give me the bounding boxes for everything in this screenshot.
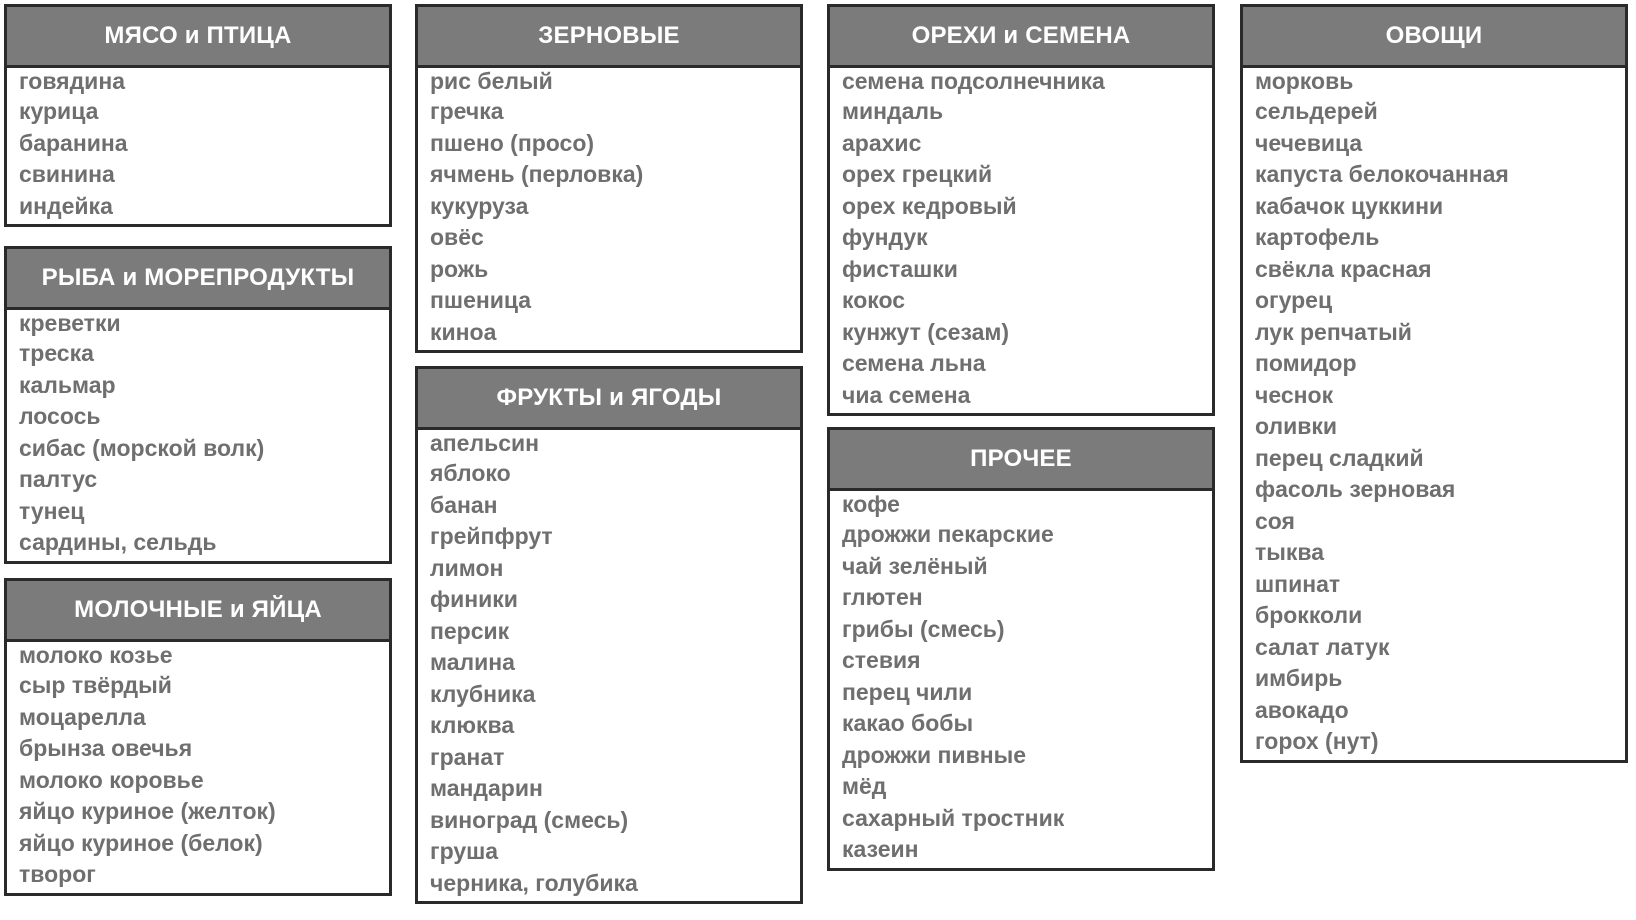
list-item: овёс: [430, 224, 484, 250]
list-item: тыква: [1255, 539, 1325, 565]
list-item: курица: [19, 98, 99, 124]
item-list: [7, 310, 389, 561]
list-item: чечевица: [1255, 129, 1363, 156]
list-item: фисташки: [842, 255, 958, 282]
item-list: [830, 68, 1212, 413]
item-list: [7, 68, 389, 224]
list-item: черника, голубика: [430, 869, 638, 896]
list-item: помидор: [1255, 350, 1357, 376]
category-grains: [415, 4, 803, 353]
list-item: кальмар: [19, 371, 116, 398]
list-item: имбирь: [1255, 665, 1343, 691]
list-item: шпинат: [1255, 570, 1341, 597]
list-item: персик: [430, 617, 510, 644]
list-item: чеснок: [1255, 381, 1334, 408]
category-fruits-berries: [415, 366, 803, 904]
list-item: рожь: [430, 255, 489, 282]
list-item: киноа: [430, 318, 497, 345]
list-item: глютен: [842, 584, 923, 610]
item-list: [418, 68, 800, 350]
list-item: свёкла красная: [1255, 255, 1432, 282]
list-item: баранина: [19, 129, 128, 156]
list-item: сардины, сельдь: [19, 529, 217, 555]
category-other: [827, 427, 1215, 871]
list-item: банан: [430, 491, 498, 518]
list-item: индейка: [19, 192, 113, 219]
category-dairy-eggs: [4, 578, 392, 896]
list-item: оливки: [1255, 413, 1338, 439]
list-item: тунец: [19, 497, 85, 524]
list-item: финики: [430, 586, 518, 612]
list-item: моцарелла: [19, 703, 146, 730]
list-item: брокколи: [1255, 602, 1363, 628]
category-nuts-seeds: [827, 4, 1215, 416]
list-item: груша: [430, 838, 499, 864]
list-item: рис белый: [430, 68, 553, 94]
list-item: соя: [1255, 507, 1295, 534]
list-item: грейпфрут: [430, 523, 553, 549]
list-item: авокадо: [1255, 696, 1349, 723]
list-item: пшеница: [430, 287, 532, 313]
item-list: [418, 430, 800, 901]
list-item: сельдерей: [1255, 98, 1378, 124]
list-item: лук репчатый: [1255, 318, 1412, 345]
list-item: миндаль: [842, 98, 944, 124]
list-item: орех кедровый: [842, 192, 1017, 219]
category-fish-seafood: [4, 246, 392, 564]
list-item: дрожжи пекарские: [842, 521, 1054, 547]
list-item: виноград (смесь): [430, 806, 629, 833]
list-item: клубника: [430, 680, 536, 707]
list-item: чиа семена: [842, 381, 971, 408]
list-item: семена подсолнечника: [842, 68, 1105, 94]
list-item: яйцо куриное (белок): [19, 829, 263, 856]
list-item: ячмень (перловка): [430, 161, 644, 187]
list-item: какао бобы: [842, 710, 974, 736]
list-item: свинина: [19, 161, 115, 187]
item-list: [830, 491, 1212, 868]
list-item: грибы (смесь): [842, 615, 1005, 642]
list-item: клюква: [430, 712, 515, 738]
category-meat-poultry: [4, 4, 392, 227]
category-title: РЫБА и МОРЕПРОДУКТЫ: [7, 249, 389, 310]
item-list: [7, 642, 389, 893]
category-title: ФРУКТЫ и ЯГОДЫ: [418, 369, 800, 430]
list-item: салат латук: [1255, 633, 1390, 660]
category-vegetables: [1240, 4, 1628, 763]
list-item: креветки: [19, 310, 121, 336]
list-item: перец чили: [842, 678, 973, 705]
list-item: картофель: [1255, 224, 1380, 250]
list-item: кукуруза: [430, 192, 529, 219]
list-item: морковь: [1255, 68, 1354, 94]
list-item: кабачок цуккини: [1255, 192, 1444, 219]
list-item: горох (нут): [1255, 728, 1379, 754]
list-item: фундук: [842, 224, 928, 250]
list-item: сахарный тростник: [842, 804, 1065, 831]
list-item: апельсин: [430, 430, 540, 456]
category-title: МОЛОЧНЫЕ и ЯЙЦА: [7, 581, 389, 642]
list-item: кокос: [842, 287, 906, 313]
list-item: молоко козье: [19, 642, 173, 668]
list-item: яблоко: [430, 460, 511, 486]
list-item: огурец: [1255, 287, 1333, 313]
list-item: мандарин: [430, 775, 543, 801]
list-item: лосось: [19, 403, 101, 429]
list-item: брынза овечья: [19, 735, 193, 761]
category-title: ЗЕРНОВЫЕ: [418, 7, 800, 68]
list-item: говядина: [19, 68, 126, 94]
list-item: кофе: [842, 491, 900, 517]
list-item: яйцо куриное (желток): [19, 798, 276, 824]
list-item: чай зелёный: [842, 552, 988, 579]
list-item: треска: [19, 340, 94, 366]
list-item: малина: [430, 649, 515, 675]
list-item: казеин: [842, 836, 919, 862]
list-item: гречка: [430, 98, 504, 124]
list-item: семена льна: [842, 350, 986, 376]
category-title: ПРОЧЕЕ: [830, 430, 1212, 491]
list-item: дрожжи пивные: [842, 741, 1027, 768]
list-item: пшено (просо): [430, 129, 595, 156]
list-item: творог: [19, 861, 96, 887]
category-title: ОВОЩИ: [1243, 7, 1625, 68]
list-item: фасоль зерновая: [1255, 476, 1456, 502]
item-list: [1243, 68, 1625, 760]
list-item: сибас (морской волк): [19, 434, 265, 461]
category-title: МЯСО и ПТИЦА: [7, 7, 389, 68]
list-item: молоко коровье: [19, 766, 204, 793]
list-item: арахис: [842, 129, 922, 156]
list-item: гранат: [430, 743, 505, 770]
list-item: сыр твёрдый: [19, 672, 172, 698]
list-item: орех грецкий: [842, 161, 993, 187]
list-item: лимон: [430, 554, 504, 581]
list-item: мёд: [842, 773, 887, 799]
list-item: палтус: [19, 466, 98, 492]
list-item: перец сладкий: [1255, 444, 1424, 471]
list-item: капуста белокочанная: [1255, 161, 1509, 187]
category-title: ОРЕХИ и СЕМЕНА: [830, 7, 1212, 68]
list-item: стевия: [842, 647, 921, 673]
list-item: кунжут (сезам): [842, 318, 1010, 345]
